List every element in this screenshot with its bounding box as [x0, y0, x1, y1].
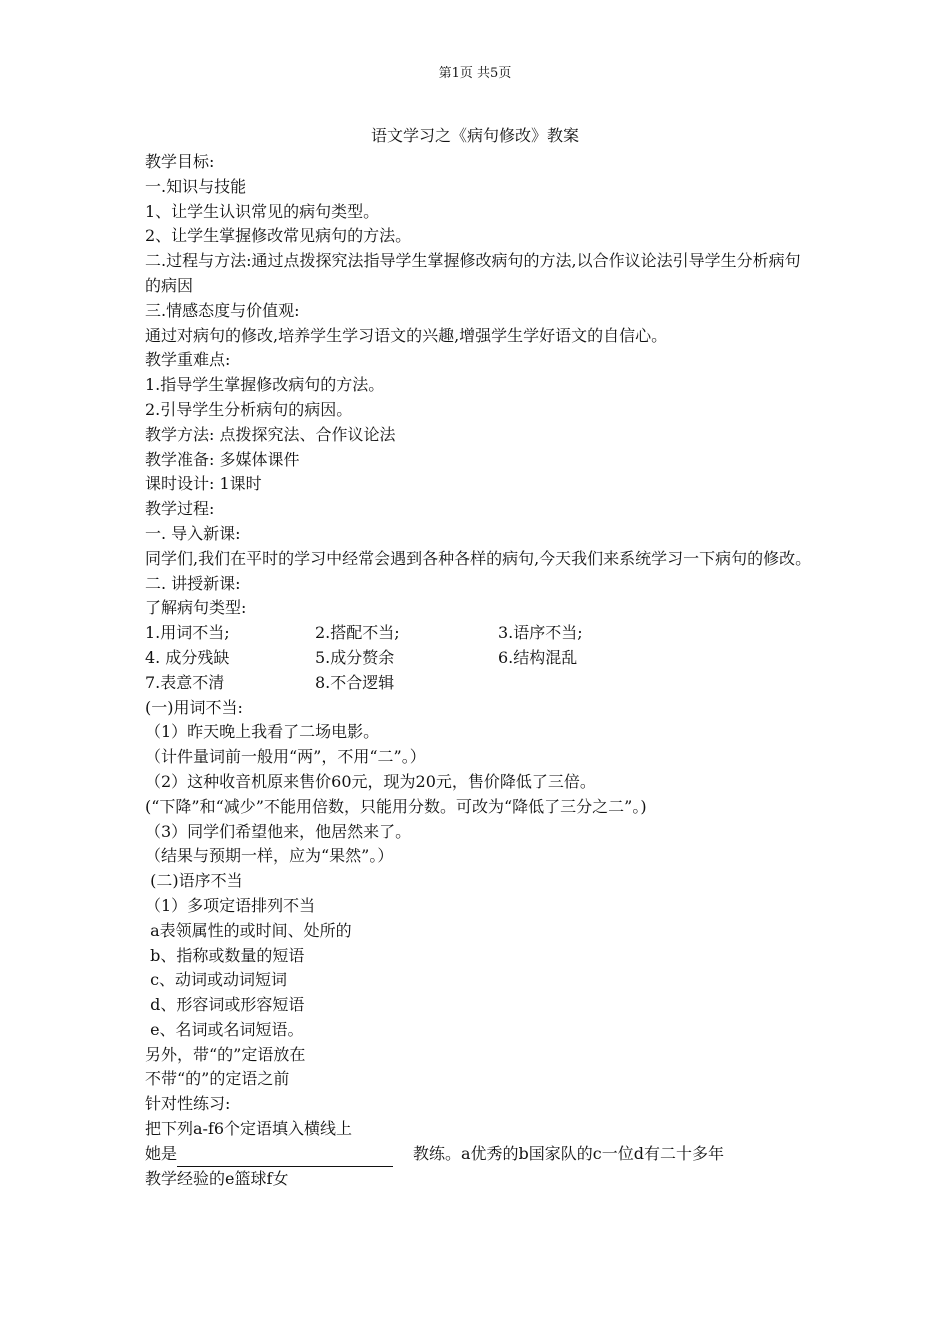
type-item: 2.搭配不当; [315, 623, 400, 643]
subsection-heading: (一)用词不当: [145, 697, 243, 717]
exercise-line [145, 1142, 813, 1167]
paragraph-line: 同学们,我们在平时的学习中经常会遇到各种各样的病句,今天我们来系统学习一下病句的修改。 [145, 548, 812, 568]
paragraph-line: 不带“的”的定语之前 [145, 1069, 290, 1089]
type-item: 6.结构混乱 [498, 647, 578, 667]
section-heading: 教学过程: [145, 499, 215, 519]
paragraph-line: 教学方法: 点拨探究法、合作议论法 [145, 424, 396, 444]
paragraph-line: 1.指导学生掌握修改病句的方法。 [145, 375, 385, 395]
list-item: d、形容词或形容短语 [145, 995, 305, 1015]
paragraph-line: 教学准备: 多媒体课件 [145, 449, 300, 469]
fill-in-blank [177, 1148, 393, 1167]
list-item: c、动词或动词短词 [145, 970, 288, 990]
paragraph-line: 了解病句类型: [145, 598, 247, 618]
example-note: (“下降”和“减少”不能用倍数，只能用分数。可改为“降低了三分之二”。) [145, 796, 647, 816]
exercise-continuation: 教学经验的e篮球f女 [145, 1168, 289, 1188]
type-item: 4. 成分残缺 [145, 647, 230, 667]
subsection-heading: 一. 导入新课: [145, 523, 241, 543]
list-item: a表领属性的或时间、处所的 [145, 920, 352, 940]
type-item: 3.语序不当; [498, 623, 583, 643]
list-item: b、指称或数量的短语 [145, 945, 305, 965]
example-sentence: （2）这种收音机原来售价60元，现为20元，售价降低了三倍。 [145, 771, 596, 791]
paragraph-line: 课时设计: 1课时 [145, 474, 262, 494]
type-item: 8.不合逻辑 [315, 672, 395, 692]
paragraph-line: （1）多项定语排列不当 [145, 895, 316, 915]
paragraph-line: 2、让学生掌握修改常见病句的方法。 [145, 226, 412, 246]
paragraph-line: 把下列a-f6个定语填入横线上 [145, 1119, 353, 1139]
section-heading: 针对性练习: [145, 1094, 231, 1114]
page-number-header: 第1页 共5页 [438, 66, 512, 81]
exercise-prefix: 她是 [145, 1143, 178, 1163]
paragraph-line: 2.引导学生分析病句的病因。 [145, 399, 353, 419]
paragraph-line: 1、让学生认识常见的病句类型。 [145, 201, 380, 221]
example-note: （结果与预期一样，应为“果然”。） [145, 846, 394, 866]
type-list-row [145, 671, 813, 696]
document-title: 语文学习之《病句修改》教案 [370, 126, 579, 145]
section-heading: 教学目标: [145, 152, 215, 171]
document-body [145, 150, 813, 1191]
list-item: e、名词或名词短语。 [145, 1019, 304, 1039]
paragraph-line: 通过对病句的修改,培养学生学习语文的兴趣,增强学生学好语文的自信心。 [145, 325, 668, 345]
section-heading: 教学重难点: [145, 350, 231, 370]
type-list-row [145, 646, 813, 671]
paragraph-line: 二.过程与方法:通过点拨探究法指导学生掌握修改病句的方法,以合作议论法引导学生分析病句的病因 [145, 251, 801, 295]
example-sentence: （3）同学们希望他来，他居然来了。 [145, 821, 412, 841]
subsection-heading: 三.情感态度与价值观: [145, 300, 300, 320]
subsection-heading: (二)语序不当 [145, 871, 243, 891]
subsection-heading: 二. 讲授新课: [145, 573, 241, 593]
example-sentence: （1）昨天晚上我看了二场电影。 [145, 722, 380, 742]
type-item: 7.表意不清 [145, 672, 225, 692]
example-note: （计件量词前一般用“两”，不用“二”。） [145, 747, 426, 767]
type-item: 5.成分赘余 [315, 647, 395, 667]
type-list-row [145, 621, 813, 646]
type-item: 1.用词不当; [145, 623, 230, 643]
paragraph-line: 另外，带“的”定语放在 [145, 1044, 306, 1064]
subsection-heading: 一.知识与技能 [145, 176, 247, 196]
exercise-suffix: 教练。a优秀的b国家队的c一位d有二十多年 [413, 1143, 725, 1163]
